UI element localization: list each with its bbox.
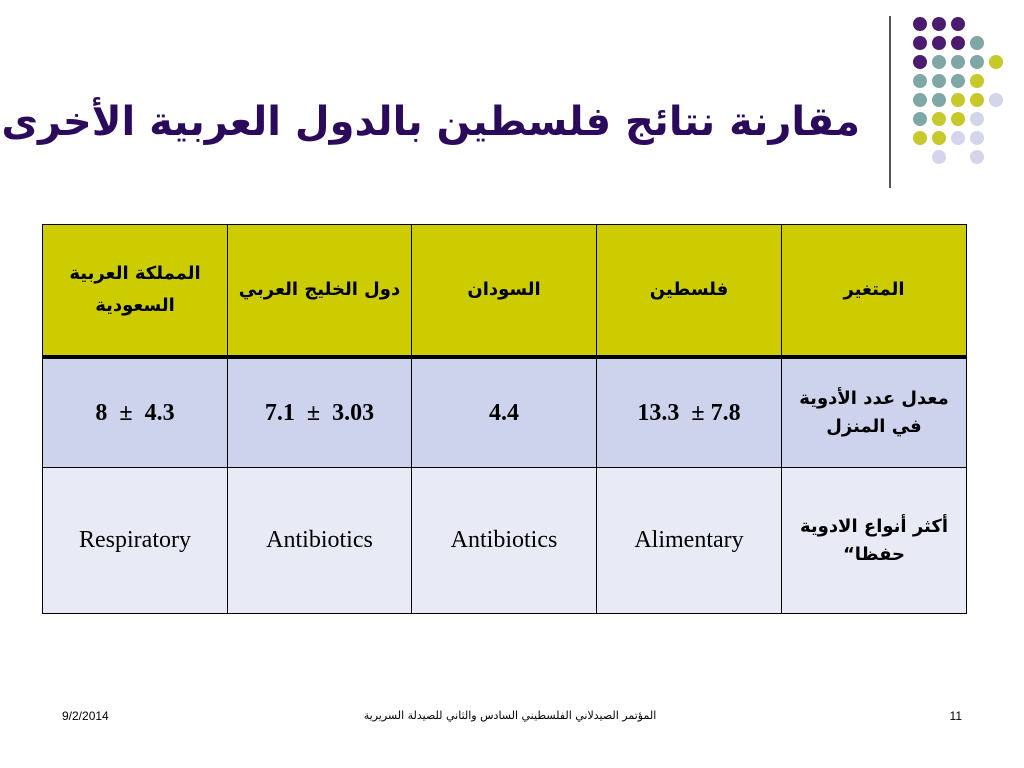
dot-lime — [932, 112, 946, 126]
header-gulf: دول الخليج العربي — [228, 225, 412, 358]
cell-variable-average: معدل عدد الأدوية في المنزل — [782, 357, 967, 468]
dot-purple — [932, 17, 946, 31]
dot-lavender — [970, 112, 984, 126]
cell-palestine-types: Alimentary — [597, 468, 782, 614]
dot-lavender — [932, 150, 946, 164]
cell-gulf-average: 7.1 ± 3.03 — [228, 357, 412, 468]
dot-lime — [913, 131, 927, 145]
slide-title: مقارنة نتائج فلسطين بالدول العربية الأخرى — [1, 99, 860, 145]
dot-lime — [989, 55, 1003, 69]
header-palestine: فلسطين — [597, 225, 782, 358]
comparison-table — [42, 224, 967, 614]
dot-lime — [951, 112, 965, 126]
cell-variable-types: أكثر أنواع الادوية حفظا“ — [782, 468, 967, 614]
cell-palestine-average: 13.3 ± 7.8 — [597, 357, 782, 468]
cell-saudi-types: Respiratory — [43, 468, 228, 614]
cell-gulf-types: Antibiotics — [228, 468, 412, 614]
header-variable: المتغير — [782, 225, 967, 358]
cell-sudan-average: 4.4 — [412, 357, 597, 468]
dot-teal — [913, 74, 927, 88]
dot-purple — [932, 36, 946, 50]
dot-teal — [951, 55, 965, 69]
dot-teal — [970, 36, 984, 50]
table-row-types — [43, 468, 967, 614]
dot-lime — [951, 93, 965, 107]
dot-teal — [970, 55, 984, 69]
dot-teal — [913, 112, 927, 126]
dot-teal — [913, 93, 927, 107]
header-sudan: السودان — [412, 225, 597, 358]
table-row-average — [43, 357, 967, 468]
title-divider — [889, 16, 891, 188]
dot-lavender — [970, 131, 984, 145]
dot-lime — [932, 131, 946, 145]
cell-sudan-types: Antibiotics — [412, 468, 597, 614]
footer-date: 9/2/2014 — [62, 709, 109, 723]
header-saudi: المملكة العربية السعودية — [43, 225, 228, 358]
dot-purple — [913, 36, 927, 50]
dot-purple — [951, 17, 965, 31]
dot-lime — [970, 93, 984, 107]
footer-conference: المؤتمر الصيدلاني الفلسطيني السادس والثاني للصيدلة السريرية — [363, 709, 657, 722]
dot-purple — [913, 55, 927, 69]
dot-lavender — [970, 150, 984, 164]
page-number: 11 — [949, 709, 962, 723]
table-header-row — [43, 225, 967, 358]
dot-teal — [951, 74, 965, 88]
dot-lime — [970, 74, 984, 88]
dot-teal — [932, 93, 946, 107]
dot-teal — [932, 55, 946, 69]
dot-lavender — [951, 131, 965, 145]
dot-teal — [932, 74, 946, 88]
dot-purple — [951, 36, 965, 50]
dot-purple — [913, 17, 927, 31]
cell-saudi-average: 8 ± 4.3 — [43, 357, 228, 468]
dot-lavender — [989, 93, 1003, 107]
